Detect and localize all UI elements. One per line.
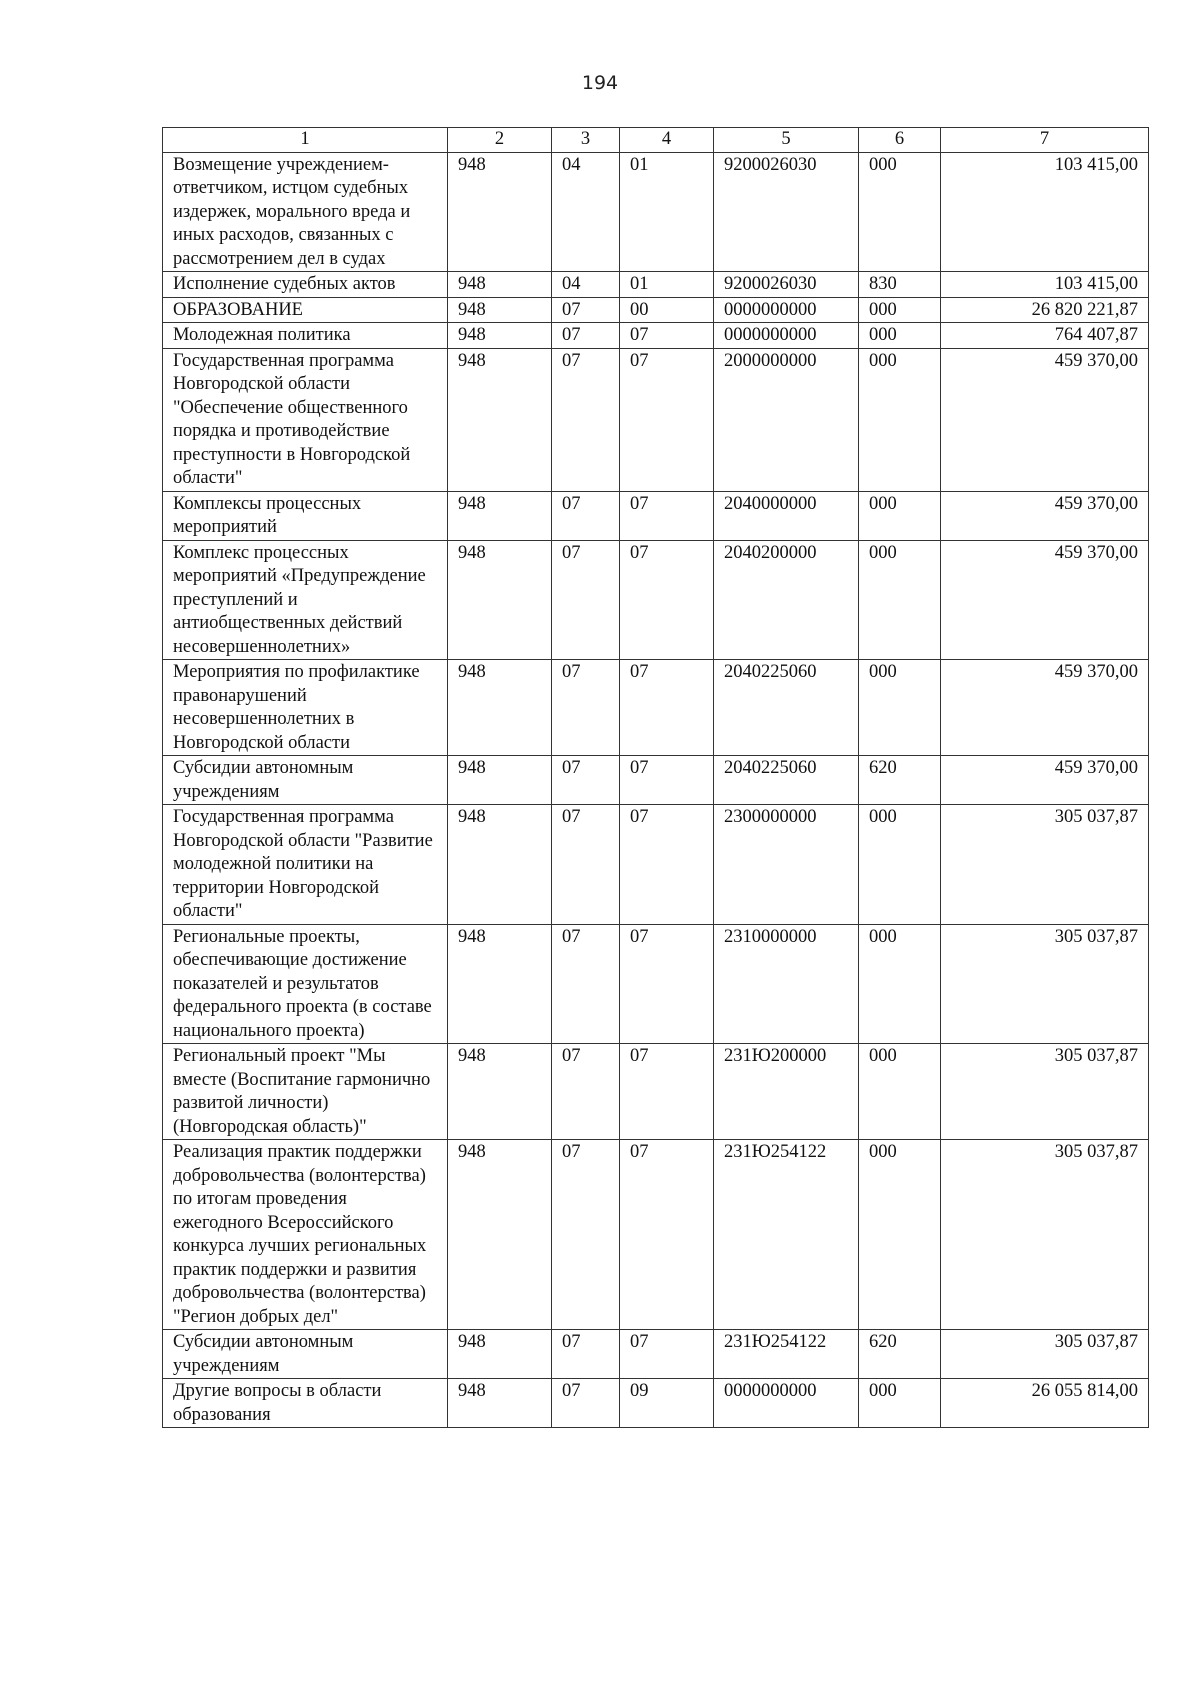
- cell-name: ОБРАЗОВАНИЕ: [163, 297, 448, 323]
- cell-target-article: 9200026030: [714, 272, 859, 298]
- table-row: [163, 1044, 1149, 1140]
- cell-section: 07: [552, 1379, 620, 1428]
- cell-expense-type: 000: [859, 1379, 941, 1428]
- cell-name: Государственная программа Новгородской области "Обеспечение общественного порядка и противодействие преступности в Новгородской области": [163, 348, 448, 491]
- cell-expense-type: 000: [859, 1140, 941, 1330]
- cell-grbs: 948: [448, 348, 552, 491]
- table-row: [163, 323, 1149, 349]
- cell-amount: 103 415,00: [941, 272, 1149, 298]
- cell-name: Возмещение учреждением-ответчиком, истцом судебных издержек, морального вреда и иных расходов, связанных с рассмотрением дел в судах: [163, 152, 448, 272]
- cell-subsection: 01: [620, 272, 714, 298]
- cell-target-article: 0000000000: [714, 1379, 859, 1428]
- table-row: [163, 152, 1149, 272]
- cell-grbs: 948: [448, 1044, 552, 1140]
- cell-grbs: 948: [448, 491, 552, 540]
- cell-grbs: 948: [448, 323, 552, 349]
- cell-target-article: 2040225060: [714, 756, 859, 805]
- cell-expense-type: 000: [859, 1044, 941, 1140]
- cell-subsection: 07: [620, 1140, 714, 1330]
- cell-name: Комплекс процессных мероприятий «Предупреждение преступлений и антиобщественных действий несовершеннолетних»: [163, 540, 448, 660]
- cell-amount: 305 037,87: [941, 1330, 1149, 1379]
- cell-name: Исполнение судебных актов: [163, 272, 448, 298]
- table-row: [163, 540, 1149, 660]
- cell-amount: 459 370,00: [941, 540, 1149, 660]
- column-header-4: 4: [620, 128, 714, 153]
- cell-section: 07: [552, 805, 620, 925]
- table-row: [163, 297, 1149, 323]
- cell-section: 07: [552, 1140, 620, 1330]
- cell-expense-type: 000: [859, 297, 941, 323]
- cell-grbs: 948: [448, 756, 552, 805]
- cell-name: Субсидии автономным учреждениям: [163, 756, 448, 805]
- cell-section: 07: [552, 660, 620, 756]
- cell-section: 07: [552, 1330, 620, 1379]
- cell-subsection: 09: [620, 1379, 714, 1428]
- cell-name: Комплексы процессных мероприятий: [163, 491, 448, 540]
- page-number: 194: [581, 72, 619, 94]
- column-header-3: 3: [552, 128, 620, 153]
- table-row: [163, 1379, 1149, 1428]
- table-row: [163, 924, 1149, 1044]
- cell-section: 04: [552, 152, 620, 272]
- cell-target-article: 231Ю200000: [714, 1044, 859, 1140]
- cell-amount: 305 037,87: [941, 1044, 1149, 1140]
- table-row: [163, 272, 1149, 298]
- cell-amount: 459 370,00: [941, 756, 1149, 805]
- cell-amount: 305 037,87: [941, 924, 1149, 1044]
- cell-subsection: 07: [620, 323, 714, 349]
- cell-target-article: 2310000000: [714, 924, 859, 1044]
- cell-expense-type: 000: [859, 491, 941, 540]
- cell-section: 04: [552, 272, 620, 298]
- cell-expense-type: 830: [859, 272, 941, 298]
- table-row: [163, 1140, 1149, 1330]
- cell-expense-type: 000: [859, 540, 941, 660]
- cell-grbs: 948: [448, 297, 552, 323]
- cell-section: 07: [552, 756, 620, 805]
- cell-subsection: 07: [620, 1044, 714, 1140]
- cell-target-article: 2000000000: [714, 348, 859, 491]
- cell-subsection: 07: [620, 491, 714, 540]
- cell-expense-type: 620: [859, 756, 941, 805]
- cell-subsection: 00: [620, 297, 714, 323]
- column-header-7: 7: [941, 128, 1149, 153]
- cell-subsection: 07: [620, 1330, 714, 1379]
- table-row: [163, 348, 1149, 491]
- cell-target-article: 0000000000: [714, 297, 859, 323]
- cell-amount: 459 370,00: [941, 348, 1149, 491]
- cell-grbs: 948: [448, 540, 552, 660]
- cell-subsection: 07: [620, 805, 714, 925]
- cell-section: 07: [552, 348, 620, 491]
- cell-grbs: 948: [448, 272, 552, 298]
- column-header-1: 1: [163, 128, 448, 153]
- cell-target-article: 9200026030: [714, 152, 859, 272]
- cell-expense-type: 000: [859, 323, 941, 349]
- cell-subsection: 07: [620, 660, 714, 756]
- column-header-5: 5: [714, 128, 859, 153]
- table-header-row: [163, 128, 1149, 153]
- table-row: [163, 1330, 1149, 1379]
- table-row: [163, 805, 1149, 925]
- cell-expense-type: 000: [859, 660, 941, 756]
- cell-amount: 305 037,87: [941, 1140, 1149, 1330]
- cell-subsection: 07: [620, 348, 714, 491]
- cell-target-article: 2040000000: [714, 491, 859, 540]
- cell-target-article: 0000000000: [714, 323, 859, 349]
- cell-expense-type: 620: [859, 1330, 941, 1379]
- cell-amount: 459 370,00: [941, 660, 1149, 756]
- cell-amount: 305 037,87: [941, 805, 1149, 925]
- table-body: [163, 152, 1149, 1428]
- cell-grbs: 948: [448, 1330, 552, 1379]
- cell-expense-type: 000: [859, 924, 941, 1044]
- cell-target-article: 2300000000: [714, 805, 859, 925]
- cell-name: Мероприятия по профилактике правонарушений несовершеннолетних в Новгородской области: [163, 660, 448, 756]
- cell-section: 07: [552, 924, 620, 1044]
- cell-grbs: 948: [448, 1379, 552, 1428]
- cell-name: Государственная программа Новгородской области "Развитие молодежной политики на территории Новгородской области": [163, 805, 448, 925]
- cell-name: Субсидии автономным учреждениям: [163, 1330, 448, 1379]
- budget-table: [162, 127, 1149, 1428]
- cell-name: Региональный проект "Мы вместе (Воспитание гармонично развитой личности) (Новгородская область)": [163, 1044, 448, 1140]
- cell-amount: 459 370,00: [941, 491, 1149, 540]
- cell-target-article: 2040200000: [714, 540, 859, 660]
- cell-amount: 26 055 814,00: [941, 1379, 1149, 1428]
- cell-expense-type: 000: [859, 152, 941, 272]
- cell-name: Региональные проекты, обеспечивающие достижение показателей и результатов федерального проекта (в составе национального проекта): [163, 924, 448, 1044]
- column-header-2: 2: [448, 128, 552, 153]
- cell-grbs: 948: [448, 660, 552, 756]
- cell-name: Молодежная политика: [163, 323, 448, 349]
- cell-target-article: 231Ю254122: [714, 1140, 859, 1330]
- cell-grbs: 948: [448, 1140, 552, 1330]
- cell-grbs: 948: [448, 924, 552, 1044]
- cell-section: 07: [552, 323, 620, 349]
- cell-grbs: 948: [448, 152, 552, 272]
- cell-amount: 26 820 221,87: [941, 297, 1149, 323]
- cell-expense-type: 000: [859, 348, 941, 491]
- cell-subsection: 07: [620, 540, 714, 660]
- cell-grbs: 948: [448, 805, 552, 925]
- column-header-6: 6: [859, 128, 941, 153]
- cell-section: 07: [552, 1044, 620, 1140]
- cell-expense-type: 000: [859, 805, 941, 925]
- cell-name: Другие вопросы в области образования: [163, 1379, 448, 1428]
- cell-subsection: 07: [620, 756, 714, 805]
- cell-subsection: 07: [620, 924, 714, 1044]
- cell-section: 07: [552, 491, 620, 540]
- table-row: [163, 756, 1149, 805]
- cell-section: 07: [552, 297, 620, 323]
- table-row: [163, 491, 1149, 540]
- cell-amount: 764 407,87: [941, 323, 1149, 349]
- cell-amount: 103 415,00: [941, 152, 1149, 272]
- cell-subsection: 01: [620, 152, 714, 272]
- cell-name: Реализация практик поддержки добровольчества (волонтерства) по итогам проведения ежегодного Всероссийского конкурса лучших региональных практик поддержки и развития добровольчества (волонтерства) "Регион добрых дел": [163, 1140, 448, 1330]
- table-row: [163, 660, 1149, 756]
- cell-target-article: 231Ю254122: [714, 1330, 859, 1379]
- cell-target-article: 2040225060: [714, 660, 859, 756]
- cell-section: 07: [552, 540, 620, 660]
